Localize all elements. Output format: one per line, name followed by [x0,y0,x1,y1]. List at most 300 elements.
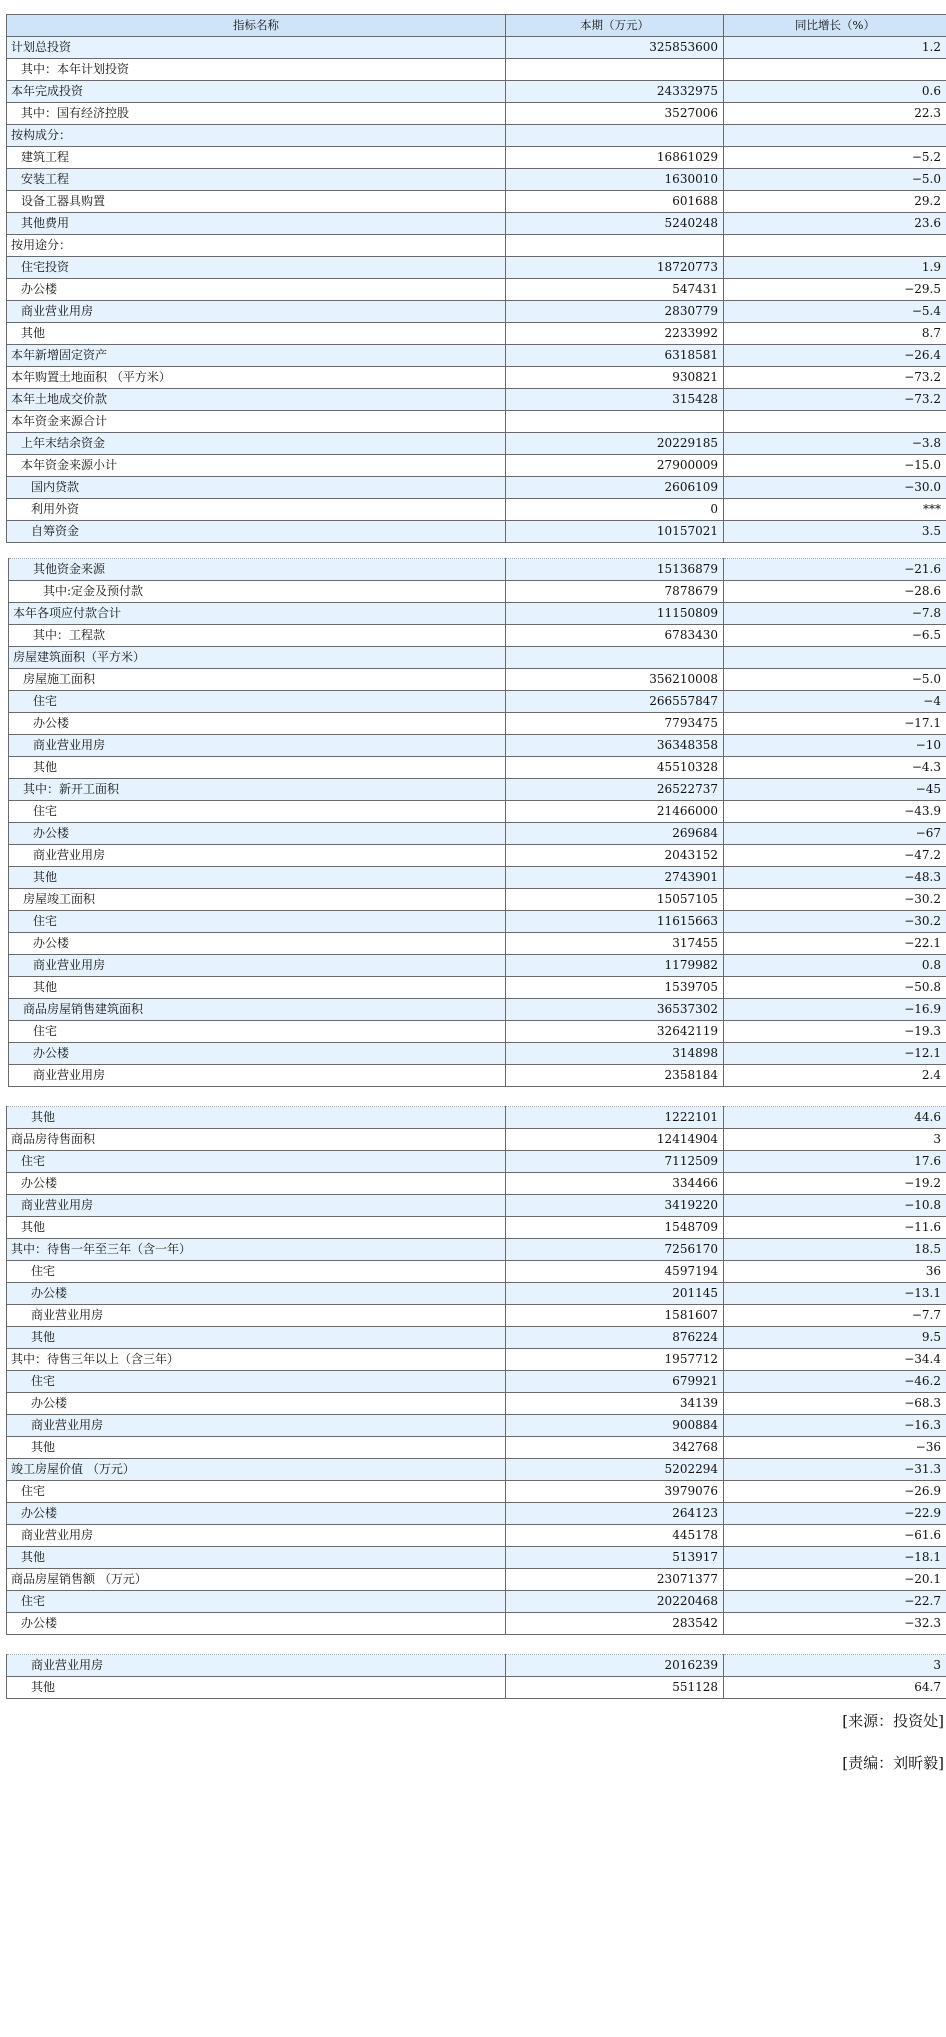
indicator-name-cell: 本年完成投资 [7,81,506,103]
current-value-cell: 2830779 [506,301,724,323]
table-row [7,1107,946,1129]
table-row [9,977,946,999]
indicator-name-cell: 其中:定金及预付款 [9,581,506,603]
table-row [7,521,946,543]
yoy-growth-cell: 1.2 [724,37,946,59]
indicator-name-cell: 办公楼 [9,1043,506,1065]
yoy-growth-cell: 29.2 [724,191,946,213]
table-row [7,125,946,147]
current-value-cell: 1548709 [506,1217,724,1239]
table-row [7,1613,946,1635]
current-value-cell: 15057105 [506,889,724,911]
table-row [9,1043,946,1065]
table-row [9,757,946,779]
table-row [7,301,946,323]
yoy-growth-cell: −5.4 [724,301,946,323]
yoy-growth-cell [724,647,946,669]
table-row [7,1569,946,1591]
indicator-name-cell: 商业营业用房 [9,735,506,757]
table-row [9,1021,946,1043]
table-row [7,103,946,125]
table-row [9,625,946,647]
table-row [7,1525,946,1547]
yoy-growth-cell: 36 [724,1261,946,1283]
yoy-growth-cell: −34.4 [724,1349,946,1371]
table-row [9,823,946,845]
table-row [9,801,946,823]
indicator-name-cell: 商品房屋销售建筑面积 [9,999,506,1021]
indicator-name-cell: 商业营业用房 [7,301,506,323]
yoy-growth-cell: 22.3 [724,103,946,125]
yoy-growth-cell: −10 [724,735,946,757]
indicator-name-cell: 房屋竣工面积 [9,889,506,911]
table-row [7,1415,946,1437]
current-value-cell: 317455 [506,933,724,955]
yoy-growth-cell: −10.8 [724,1195,946,1217]
current-value-cell: 45510328 [506,757,724,779]
yoy-growth-cell: −29.5 [724,279,946,301]
stats-table-part-2 [8,558,946,1087]
current-value-cell: 266557847 [506,691,724,713]
current-value-cell: 7878679 [506,581,724,603]
table-row [7,147,946,169]
current-value-cell: 1630010 [506,169,724,191]
yoy-growth-cell: −31.3 [724,1459,946,1481]
indicator-name-cell: 商品房屋销售额 （万元） [7,1569,506,1591]
table-row [7,1437,946,1459]
table-body [9,559,946,1087]
current-value-cell: 36348358 [506,735,724,757]
current-value-cell: 7256170 [506,1239,724,1261]
yoy-growth-cell: −4 [724,691,946,713]
table-row [7,257,946,279]
yoy-growth-cell: −43.9 [724,801,946,823]
yoy-growth-cell: −22.7 [724,1591,946,1613]
current-value-cell: 342768 [506,1437,724,1459]
stats-table-part-1 [6,14,946,543]
yoy-growth-cell: −67 [724,823,946,845]
current-value-cell: 315428 [506,389,724,411]
current-value-cell: 7793475 [506,713,724,735]
table-row [7,411,946,433]
current-value-cell: 3419220 [506,1195,724,1217]
yoy-growth-cell: −7.8 [724,603,946,625]
indicator-name-cell: 设备工器具购置 [7,191,506,213]
yoy-growth-cell: −18.1 [724,1547,946,1569]
table-row [7,279,946,301]
current-value-cell: 601688 [506,191,724,213]
current-value-cell: 2358184 [506,1065,724,1087]
yoy-growth-cell: 9.5 [724,1327,946,1349]
indicator-name-cell: 商业营业用房 [9,955,506,977]
yoy-growth-cell: −47.2 [724,845,946,867]
current-value-cell: 356210008 [506,669,724,691]
current-value-cell: 283542 [506,1613,724,1635]
current-value-cell [506,125,724,147]
indicator-name-cell: 住宅 [7,1261,506,1283]
yoy-growth-cell: −11.6 [724,1217,946,1239]
indicator-name-cell: 住宅 [7,1481,506,1503]
yoy-growth-cell: 8.7 [724,323,946,345]
current-value-cell: 3979076 [506,1481,724,1503]
yoy-growth-cell: −68.3 [724,1393,946,1415]
yoy-growth-cell: −5.2 [724,147,946,169]
current-value-cell: 11150809 [506,603,724,625]
current-value-cell: 24332975 [506,81,724,103]
current-value-cell: 20220468 [506,1591,724,1613]
indicator-name-cell: 住宅 [9,1021,506,1043]
table-row [7,499,946,521]
current-value-cell: 314898 [506,1043,724,1065]
indicator-name-cell: 本年购置土地面积 （平方米） [7,367,506,389]
table-row [9,691,946,713]
table-row [9,867,946,889]
table-row [7,81,946,103]
yoy-growth-cell [724,235,946,257]
table-body [7,1655,946,1699]
yoy-growth-cell: 17.6 [724,1151,946,1173]
indicator-name-cell: 办公楼 [9,933,506,955]
indicator-name-cell: 办公楼 [7,1613,506,1635]
yoy-growth-cell: −19.2 [724,1173,946,1195]
source-credit: [来源：投资处] [842,1712,944,1730]
current-value-cell: 18720773 [506,257,724,279]
current-value-cell: 1222101 [506,1107,724,1129]
table-row [7,1195,946,1217]
table-row [9,779,946,801]
table-row [7,345,946,367]
current-value-cell: 201145 [506,1283,724,1305]
indicator-name-cell: 商业营业用房 [9,1065,506,1087]
header-name: 指标名称 [7,15,506,37]
current-value-cell: 0 [506,499,724,521]
yoy-growth-cell: −3.8 [724,433,946,455]
indicator-name-cell: 其中：待售三年以上（含三年） [7,1349,506,1371]
indicator-name-cell: 其他资金来源 [9,559,506,581]
indicator-name-cell: 按用途分： [7,235,506,257]
indicator-name-cell: 其他费用 [7,213,506,235]
yoy-growth-cell: −7.7 [724,1305,946,1327]
yoy-growth-cell: −21.6 [724,559,946,581]
indicator-name-cell: 房屋施工面积 [9,669,506,691]
indicator-name-cell: 其中：本年计划投资 [7,59,506,81]
current-value-cell: 334466 [506,1173,724,1195]
indicator-name-cell: 本年土地成交价款 [7,389,506,411]
yoy-growth-cell: −28.6 [724,581,946,603]
current-value-cell: 876224 [506,1327,724,1349]
table-row [7,477,946,499]
table-body [7,1107,946,1635]
current-value-cell: 269684 [506,823,724,845]
table-row [9,713,946,735]
table-row [7,1283,946,1305]
table-row [7,455,946,477]
indicator-name-cell: 商业营业用房 [7,1305,506,1327]
indicator-name-cell: 住宅 [7,1371,506,1393]
current-value-cell: 1539705 [506,977,724,999]
indicator-name-cell: 其他 [7,1217,506,1239]
indicator-name-cell: 住宅 [9,691,506,713]
yoy-growth-cell: −30.2 [724,889,946,911]
yoy-growth-cell: −17.1 [724,713,946,735]
yoy-growth-cell: 18.5 [724,1239,946,1261]
indicator-name-cell: 办公楼 [7,1393,506,1415]
indicator-name-cell: 商业营业用房 [7,1195,506,1217]
indicator-name-cell: 本年各项应付款合计 [9,603,506,625]
header-row [7,15,946,37]
indicator-name-cell: 其他 [9,867,506,889]
table-row [7,59,946,81]
indicator-name-cell: 其中：新开工面积 [9,779,506,801]
table-row [7,1371,946,1393]
yoy-growth-cell: 3 [724,1655,946,1677]
table-row [7,1305,946,1327]
indicator-name-cell: 自筹资金 [7,521,506,543]
table-row [7,1591,946,1613]
stats-table-part-3 [6,1106,946,1635]
yoy-growth-cell: 44.6 [724,1107,946,1129]
table-row [7,1239,946,1261]
indicator-name-cell: 商业营业用房 [9,845,506,867]
indicator-name-cell: 其他 [7,1547,506,1569]
indicator-name-cell: 建筑工程 [7,147,506,169]
indicator-name-cell: 本年新增固定资产 [7,345,506,367]
table-row [7,235,946,257]
indicator-name-cell: 其他 [7,323,506,345]
yoy-growth-cell: 1.9 [724,257,946,279]
yoy-growth-cell: −16.9 [724,999,946,1021]
yoy-growth-cell: −16.3 [724,1415,946,1437]
yoy-growth-cell [724,411,946,433]
table-row [7,1393,946,1415]
current-value-cell: 5240248 [506,213,724,235]
yoy-growth-cell: −20.1 [724,1569,946,1591]
current-value-cell [506,411,724,433]
yoy-growth-cell: −73.2 [724,389,946,411]
indicator-name-cell: 竣工房屋价值 （万元） [7,1459,506,1481]
current-value-cell [506,647,724,669]
indicator-name-cell: 本年资金来源合计 [7,411,506,433]
indicator-name-cell: 安装工程 [7,169,506,191]
header-yoy: 同比增长（%） [724,15,946,37]
indicator-name-cell: 办公楼 [7,279,506,301]
current-value-cell: 547431 [506,279,724,301]
yoy-growth-cell: 2.4 [724,1065,946,1087]
yoy-growth-cell: −48.3 [724,867,946,889]
indicator-name-cell: 其他 [7,1677,506,1699]
table-row [9,955,946,977]
current-value-cell [506,235,724,257]
yoy-growth-cell: −6.5 [724,625,946,647]
yoy-growth-cell: −26.4 [724,345,946,367]
yoy-growth-cell: −32.3 [724,1613,946,1635]
current-value-cell: 7112509 [506,1151,724,1173]
indicator-name-cell: 房屋建筑面积（平方米） [9,647,506,669]
current-value-cell: 16861029 [506,147,724,169]
yoy-growth-cell [724,59,946,81]
yoy-growth-cell: −19.3 [724,1021,946,1043]
current-value-cell: 3527006 [506,103,724,125]
table-row [9,999,946,1021]
table-row [7,37,946,59]
yoy-growth-cell: −61.6 [724,1525,946,1547]
indicator-name-cell: 办公楼 [7,1173,506,1195]
indicator-name-cell: 商业营业用房 [7,1415,506,1437]
indicator-name-cell: 办公楼 [9,823,506,845]
current-value-cell: 2743901 [506,867,724,889]
stats-table-part-4 [6,1654,946,1699]
current-value-cell: 10157021 [506,521,724,543]
table-row [7,1547,946,1569]
yoy-growth-cell: −26.9 [724,1481,946,1503]
table-row [7,1349,946,1371]
indicator-name-cell: 其他 [7,1107,506,1129]
current-value-cell: 32642119 [506,1021,724,1043]
table-row [9,735,946,757]
table-row [7,433,946,455]
current-value-cell: 6318581 [506,345,724,367]
current-value-cell: 12414904 [506,1129,724,1151]
current-value-cell: 1581607 [506,1305,724,1327]
current-value-cell: 27900009 [506,455,724,477]
table-row [7,1459,946,1481]
table-row [7,323,946,345]
table-row [7,1503,946,1525]
current-value-cell [506,59,724,81]
table-body [7,15,946,543]
indicator-name-cell: 住宅 [9,911,506,933]
yoy-growth-cell: −4.3 [724,757,946,779]
table-row [9,911,946,933]
yoy-growth-cell: 0.8 [724,955,946,977]
yoy-growth-cell: 3.5 [724,521,946,543]
indicator-name-cell: 上年末结余资金 [7,433,506,455]
current-value-cell: 21466000 [506,801,724,823]
table-row [7,1677,946,1699]
yoy-growth-cell: −30.0 [724,477,946,499]
current-value-cell: 2016239 [506,1655,724,1677]
current-value-cell: 11615663 [506,911,724,933]
editor-credit: [责编：刘昕毅] [842,1754,944,1772]
yoy-growth-cell: −15.0 [724,455,946,477]
header-value: 本期（万元） [506,15,724,37]
current-value-cell: 5202294 [506,1459,724,1481]
yoy-growth-cell [724,125,946,147]
yoy-growth-cell: 23.6 [724,213,946,235]
current-value-cell: 445178 [506,1525,724,1547]
table-row [9,647,946,669]
current-value-cell: 930821 [506,367,724,389]
current-value-cell: 679921 [506,1371,724,1393]
table-row [7,1481,946,1503]
indicator-name-cell: 其中：工程款 [9,625,506,647]
current-value-cell: 551128 [506,1677,724,1699]
indicator-name-cell: 计划总投资 [7,37,506,59]
yoy-growth-cell: *** [724,499,946,521]
current-value-cell: 23071377 [506,1569,724,1591]
current-value-cell: 513917 [506,1547,724,1569]
table-row [9,559,946,581]
yoy-growth-cell: −5.0 [724,169,946,191]
current-value-cell: 20229185 [506,433,724,455]
current-value-cell: 900884 [506,1415,724,1437]
table-row [7,1327,946,1349]
yoy-growth-cell: −36 [724,1437,946,1459]
table-row [7,1173,946,1195]
table-row [7,1151,946,1173]
table-row [7,1261,946,1283]
indicator-name-cell: 其他 [9,757,506,779]
current-value-cell: 15136879 [506,559,724,581]
table-row [9,933,946,955]
current-value-cell: 36537302 [506,999,724,1021]
yoy-growth-cell: −13.1 [724,1283,946,1305]
yoy-growth-cell: −46.2 [724,1371,946,1393]
current-value-cell: 2043152 [506,845,724,867]
indicator-name-cell: 其他 [7,1437,506,1459]
indicator-name-cell: 办公楼 [9,713,506,735]
table-row [7,367,946,389]
yoy-growth-cell: −12.1 [724,1043,946,1065]
indicator-name-cell: 商业营业用房 [7,1525,506,1547]
indicator-name-cell: 商品房待售面积 [7,1129,506,1151]
current-value-cell: 26522737 [506,779,724,801]
indicator-name-cell: 办公楼 [7,1283,506,1305]
indicator-name-cell: 其中：国有经济控股 [7,103,506,125]
table-row [7,389,946,411]
indicator-name-cell: 其他 [9,977,506,999]
indicator-name-cell: 按构成分： [7,125,506,147]
indicator-name-cell: 住宅 [7,1151,506,1173]
table-row [7,1655,946,1677]
table-row [9,581,946,603]
current-value-cell: 1957712 [506,1349,724,1371]
current-value-cell: 264123 [506,1503,724,1525]
yoy-growth-cell: −50.8 [724,977,946,999]
yoy-growth-cell: −30.2 [724,911,946,933]
indicator-name-cell: 办公楼 [7,1503,506,1525]
table-row [7,1129,946,1151]
table-row [7,1217,946,1239]
current-value-cell: 325853600 [506,37,724,59]
yoy-growth-cell: −22.1 [724,933,946,955]
indicator-name-cell: 住宅投资 [7,257,506,279]
table-row [7,169,946,191]
indicator-name-cell: 本年资金来源小计 [7,455,506,477]
yoy-growth-cell: −22.9 [724,1503,946,1525]
indicator-name-cell: 其他 [7,1327,506,1349]
table-row [9,669,946,691]
table-row [9,889,946,911]
yoy-growth-cell: −5.0 [724,669,946,691]
current-value-cell: 1179982 [506,955,724,977]
indicator-name-cell: 利用外资 [7,499,506,521]
indicator-name-cell: 其中：待售一年至三年（含一年） [7,1239,506,1261]
current-value-cell: 2606109 [506,477,724,499]
indicator-name-cell: 住宅 [7,1591,506,1613]
yoy-growth-cell: 3 [724,1129,946,1151]
table-row [7,213,946,235]
table-row [7,191,946,213]
current-value-cell: 34139 [506,1393,724,1415]
yoy-growth-cell: −73.2 [724,367,946,389]
yoy-growth-cell: −45 [724,779,946,801]
current-value-cell: 4597194 [506,1261,724,1283]
indicator-name-cell: 国内贷款 [7,477,506,499]
indicator-name-cell: 住宅 [9,801,506,823]
current-value-cell: 6783430 [506,625,724,647]
table-row [9,603,946,625]
